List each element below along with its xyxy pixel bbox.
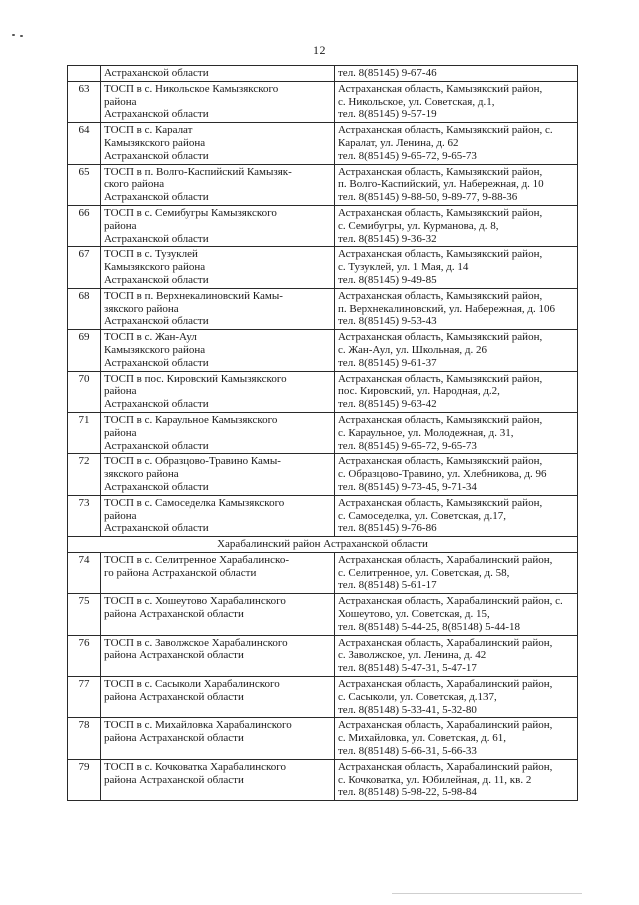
table-row	[68, 635, 578, 676]
office-address-cell	[335, 552, 578, 593]
office-name-cell	[101, 454, 335, 495]
office-address-line: Астраханская область, Камызякский район,	[338, 455, 543, 468]
office-address-line: с. Заволжское, ул. Ленина, д. 42	[338, 649, 487, 662]
table-row	[68, 330, 578, 371]
office-address-cell	[335, 330, 578, 371]
office-name-line: ТОСП в с. Тузуклей	[104, 248, 198, 261]
office-address-line: тел. 8(85148) 5-47-31, 5-47-17	[338, 662, 477, 675]
office-name-line: Астраханской области	[104, 191, 209, 204]
office-address-line: Астраханская область, Харабалинский район,	[338, 719, 553, 732]
office-address-cell	[335, 66, 578, 82]
office-address-line: с. Сасыколи, ул. Советская, д.137,	[338, 690, 497, 703]
office-address-line: пос. Кировский, ул. Народная, д.2,	[338, 385, 500, 398]
office-address-line: Астраханская область, Харабалинский район,	[338, 636, 553, 649]
office-address-line: Астраханская область, Харабалинский район, с.	[338, 595, 563, 608]
office-address-line: с. Кочковатка, ул. Юбилейная, д. 11, кв. 2	[338, 773, 532, 786]
row-number-cell: 69	[68, 330, 101, 371]
office-name-cell	[101, 123, 335, 164]
office-address-cell	[335, 412, 578, 453]
office-address-line: тел. 8(85148) 5-44-25, 8(85148) 5-44-18	[338, 620, 520, 633]
office-name-line: района Астраханской области	[104, 732, 244, 745]
office-address-cell	[335, 677, 578, 718]
table-row	[68, 495, 578, 536]
page-number: 12	[313, 43, 326, 57]
table-row	[68, 412, 578, 453]
office-address-line: Астраханская область, Харабалинский район,	[338, 678, 553, 691]
scan-edge-line	[392, 893, 582, 894]
office-address-cell	[335, 205, 578, 246]
office-address-cell	[335, 371, 578, 412]
office-name-line: ского района	[104, 178, 165, 191]
office-address-cell	[335, 81, 578, 122]
office-name-line: Астраханской области	[104, 149, 209, 162]
office-name-line: ТОСП в с. Жан-Аул	[104, 331, 197, 344]
table-row	[68, 371, 578, 412]
office-address-line: с. Образцово-Травино, ул. Хлебникова, д. 96	[338, 468, 547, 481]
row-number-cell: 73	[68, 495, 101, 536]
row-number-cell: 74	[68, 552, 101, 593]
office-name-line: ТОСП в п. Верхнекалиновский Камы-	[104, 289, 283, 302]
offices-table	[67, 65, 578, 801]
office-address-line: Астраханская область, Камызякский район,	[338, 289, 543, 302]
office-name-cell	[101, 66, 335, 82]
table-row	[68, 205, 578, 246]
office-name-line: Астраханской области	[104, 273, 209, 286]
office-address-line: с. Тузуклей, ул. 1 Мая, д. 14	[338, 261, 469, 274]
office-address-cell	[335, 759, 578, 800]
office-name-line: ТОСП в с. Никольское Камызякского	[104, 82, 279, 95]
office-address-cell	[335, 635, 578, 676]
office-name-line: района	[104, 219, 137, 232]
office-address-line: тел. 8(85148) 5-61-17	[338, 579, 437, 592]
table-row	[68, 288, 578, 329]
office-name-cell	[101, 412, 335, 453]
table-row	[68, 123, 578, 164]
office-address-line: с. Самоседелка, ул. Советская, д.17,	[338, 509, 507, 522]
office-address-line: Астраханская область, Камызякский район,	[338, 165, 543, 178]
office-address-line: тел. 8(85145) 9-61-37	[338, 356, 437, 369]
row-number-cell: 66	[68, 205, 101, 246]
office-address-line: тел. 8(85145) 9-76-86	[338, 522, 437, 535]
office-address-line: тел. 8(85145) 9-36-32	[338, 232, 437, 245]
office-name-cell	[101, 552, 335, 593]
office-name-line: района	[104, 95, 137, 108]
office-address-line: Каралат, ул. Ленина, д. 62	[338, 136, 459, 149]
table-row	[68, 247, 578, 288]
office-name-line: Астраханской области	[104, 522, 209, 535]
scan-artifact	[12, 34, 26, 37]
office-name-line: ТОСП в с. Михайловка Харабалинского	[104, 719, 292, 732]
office-address-line: Астраханская область, Камызякский район,	[338, 248, 543, 261]
office-address-line: тел. 8(85145) 9-53-43	[338, 315, 437, 328]
office-address-line: тел. 8(85145) 9-49-85	[338, 273, 437, 286]
office-name-line: ТОСП в с. Самоседелка Камызякского	[104, 496, 285, 509]
office-address-line: с. Михайловка, ул. Советская, д. 61,	[338, 732, 507, 745]
table-row	[68, 552, 578, 593]
section-header-row	[68, 537, 578, 553]
office-name-cell	[101, 635, 335, 676]
office-address-line: тел. 8(85145) 9-65-72, 9-65-73	[338, 439, 477, 452]
office-name-line: ТОСП в с. Хошеутово Харабалинского	[104, 595, 286, 608]
office-address-line: Астраханская область, Камызякский район, с.	[338, 124, 553, 137]
row-number-cell: 65	[68, 164, 101, 205]
office-name-line: Астраханской области	[104, 315, 209, 328]
table-row-continued	[68, 66, 578, 82]
office-address-line: Астраханская область, Камызякский район,	[338, 496, 543, 509]
office-name-cell	[101, 164, 335, 205]
office-address-cell	[335, 288, 578, 329]
office-address-line: Астраханская область, Камызякский район,	[338, 206, 543, 219]
table-row	[68, 81, 578, 122]
row-number-cell: 75	[68, 594, 101, 635]
table-row	[68, 164, 578, 205]
row-number-cell: 72	[68, 454, 101, 495]
office-address-line: с. Семибугры, ул. Курманова, д. 8,	[338, 219, 499, 232]
office-address-line: с. Жан-Аул, ул. Школьная, д. 26	[338, 343, 487, 356]
row-number-cell: 79	[68, 759, 101, 800]
office-name-line: района	[104, 426, 137, 439]
office-name-line: ТОСП в с. Образцово-Травино Камы-	[104, 455, 281, 468]
table-row	[68, 718, 578, 759]
office-address-line: тел. 8(85145) 9-73-45, 9-71-34	[338, 480, 477, 493]
office-name-line: зякского района	[104, 468, 179, 481]
office-address-line: тел. 8(85148) 5-66-31, 5-66-33	[338, 745, 477, 758]
office-address-line: тел. 8(85145) 9-67-46	[338, 67, 437, 79]
office-address-line: Астраханская область, Камызякский район,	[338, 372, 543, 385]
office-name-line: района Астраханской области	[104, 690, 244, 703]
row-number-cell	[68, 66, 101, 82]
office-address-line: Астраханская область, Камызякский район,	[338, 331, 543, 344]
office-address-line: Астраханская область, Камызякский район,	[338, 82, 543, 95]
office-name-line: района	[104, 385, 137, 398]
office-name-line: Астраханской области	[104, 439, 209, 452]
office-name-cell	[101, 81, 335, 122]
office-address-line: тел. 8(85148) 5-98-22, 5-98-84	[338, 786, 477, 799]
office-address-line: с. Караульное, ул. Молодежная, д. 31,	[338, 426, 514, 439]
section-header-kharabali: Харабалинский район Астраханской области	[68, 537, 578, 553]
office-name-line: ТОСП в с. Кочковатка Харабалинского	[104, 760, 287, 773]
table-row	[68, 759, 578, 800]
office-name-line: района Астраханской области	[104, 608, 244, 621]
office-address-line: тел. 8(85145) 9-63-42	[338, 398, 437, 411]
office-address-line: тел. 8(85148) 5-33-41, 5-32-80	[338, 703, 477, 716]
office-address-line: Астраханская область, Камызякский район,	[338, 413, 543, 426]
offices-table-body	[68, 66, 578, 801]
office-name-line: Астраханской области	[104, 356, 209, 369]
office-name-line: Астраханской области	[104, 232, 209, 245]
office-address-line: п. Волго-Каспийский, ул. Набережная, д. 10	[338, 178, 544, 191]
office-address-line: п. Верхнекалиновский, ул. Набережная, д. 106	[338, 302, 555, 315]
office-address-line: тел. 8(85145) 9-65-72, 9-65-73	[338, 149, 477, 162]
office-name-line: ТОСП в с. Караульное Камызякского	[104, 413, 278, 426]
office-name-cell	[101, 247, 335, 288]
office-address-line: с. Никольское, ул. Советская, д.1,	[338, 95, 495, 108]
office-name-line: района Астраханской области	[104, 649, 244, 662]
office-address-cell	[335, 454, 578, 495]
office-name-line: ТОСП в с. Селитренное Харабалинско-	[104, 553, 289, 566]
table-row	[68, 594, 578, 635]
row-number-cell: 76	[68, 635, 101, 676]
office-name-line: ТОСП в с. Семибугры Камызякского	[104, 206, 277, 219]
office-address-line: Астраханская область, Харабалинский район,	[338, 553, 553, 566]
row-number-cell: 67	[68, 247, 101, 288]
office-name-line: Астраханской области	[104, 480, 209, 493]
office-name-line: района	[104, 509, 137, 522]
office-address-line: с. Селитренное, ул. Советская, д. 58,	[338, 566, 510, 579]
office-address-cell	[335, 164, 578, 205]
row-number-cell: 77	[68, 677, 101, 718]
office-address-cell	[335, 718, 578, 759]
office-name-line: ТОСП в с. Каралат	[104, 124, 193, 137]
row-number-cell: 64	[68, 123, 101, 164]
office-name-line: района Астраханской области	[104, 773, 244, 786]
office-address-cell	[335, 495, 578, 536]
office-name-cell	[101, 495, 335, 536]
office-name-cell	[101, 677, 335, 718]
table-row	[68, 677, 578, 718]
office-name-cell	[101, 759, 335, 800]
office-name-cell	[101, 594, 335, 635]
office-address-line: Астраханская область, Харабалинский район,	[338, 760, 553, 773]
office-name-line: ТОСП в п. Волго-Каспийский Камызяк-	[104, 165, 292, 178]
row-number-cell: 68	[68, 288, 101, 329]
row-number-cell: 71	[68, 412, 101, 453]
row-number-cell: 70	[68, 371, 101, 412]
office-name-cell	[101, 371, 335, 412]
office-name-cell	[101, 330, 335, 371]
office-address-cell	[335, 123, 578, 164]
office-name-line: ТОСП в с. Заволжское Харабалинского	[104, 636, 288, 649]
row-number-cell: 78	[68, 718, 101, 759]
row-number-cell: 63	[68, 81, 101, 122]
office-name-line: Астраханской области	[104, 108, 209, 121]
office-name-line: Камызякского района	[104, 136, 206, 149]
office-name-cell	[101, 718, 335, 759]
office-name-cell	[101, 288, 335, 329]
table-row	[68, 454, 578, 495]
office-name-line: Астраханской области	[104, 398, 209, 411]
office-address-line: тел. 8(85145) 9-88-50, 9-89-77, 9-88-36	[338, 191, 518, 204]
office-address-cell	[335, 247, 578, 288]
office-address-cell	[335, 594, 578, 635]
office-address-line: Хошеутово, ул. Советская, д. 15,	[338, 608, 490, 621]
office-name-cell	[101, 205, 335, 246]
office-name-line: ТОСП в пос. Кировский Камызякского	[104, 372, 287, 385]
office-name-line: го района Астраханской области	[104, 566, 257, 579]
office-name-line: зякского района	[104, 302, 179, 315]
office-name-line: ТОСП в с. Сасыколи Харабалинского	[104, 678, 280, 691]
office-name-line: Камызякского района	[104, 343, 206, 356]
office-address-line: тел. 8(85145) 9-57-19	[338, 108, 437, 121]
office-name-line: Астраханской области	[104, 67, 209, 79]
office-name-line: Камызякского района	[104, 261, 206, 274]
